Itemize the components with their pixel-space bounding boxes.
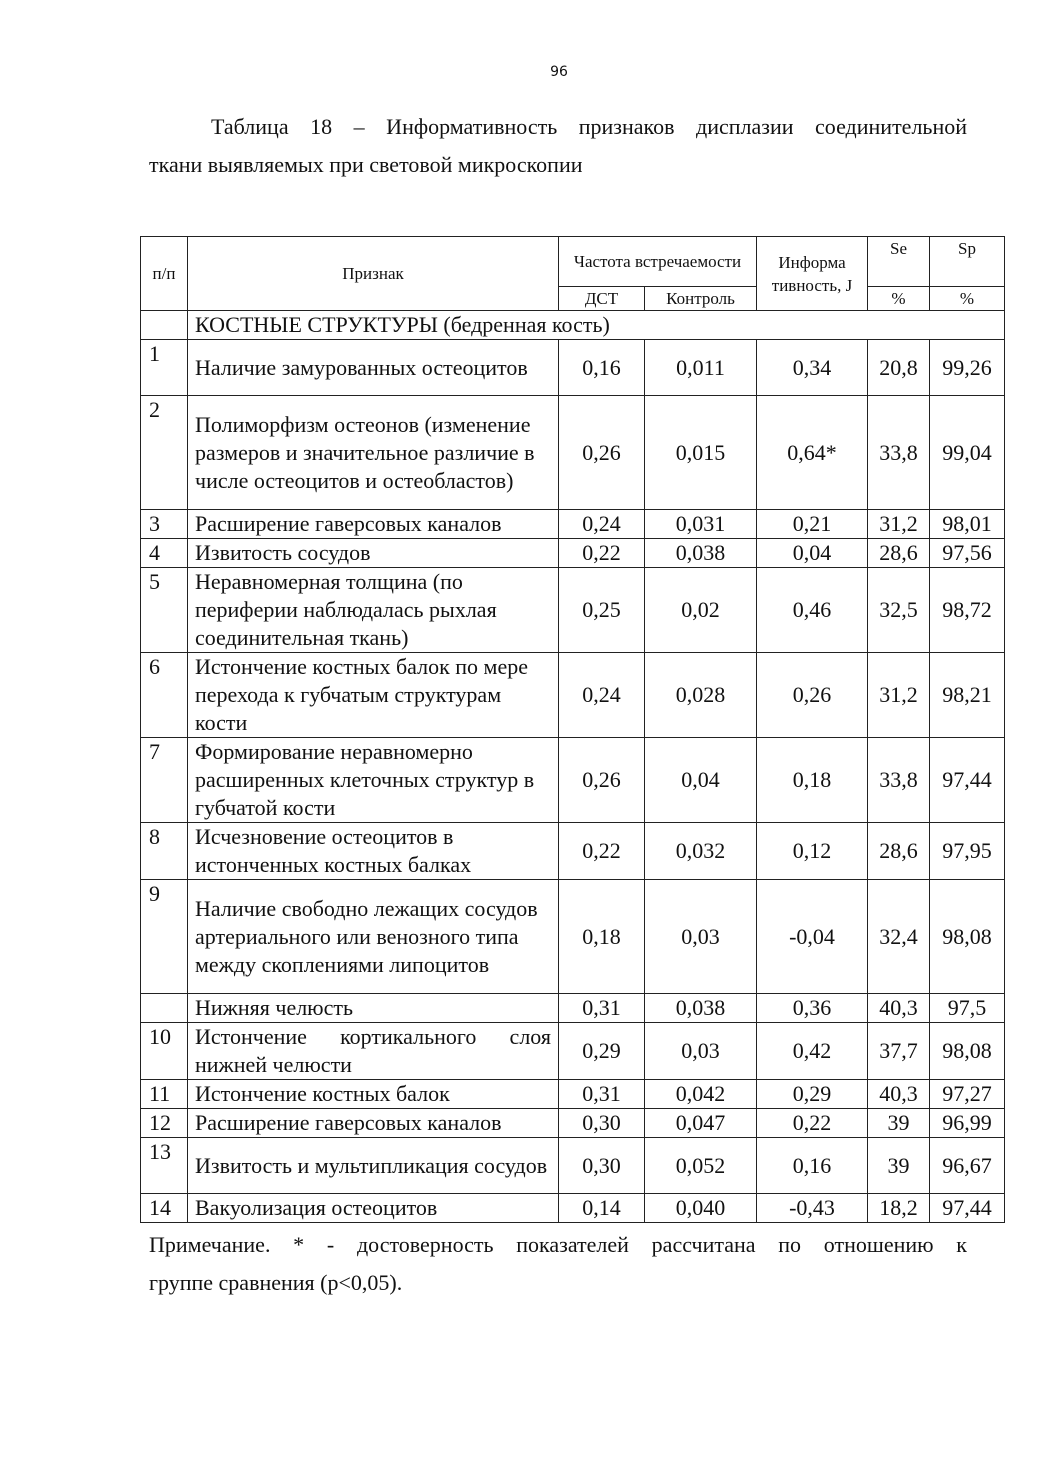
row-control: 0,047	[645, 1109, 757, 1138]
row-feature: Наличие свободно лежащих сосудов артериального или венозного типа между скоплениями липоцитов	[188, 880, 559, 994]
row-dst: 0,26	[559, 396, 645, 510]
table-caption	[149, 108, 967, 184]
row-sp: 98,08	[930, 880, 1005, 994]
header-frequency: Частота встречаемости	[559, 237, 757, 287]
row-sp: 99,26	[930, 340, 1005, 396]
row-informativity: 0,12	[757, 823, 868, 880]
row-dst: 0,31	[559, 1080, 645, 1109]
row-sp: 97,95	[930, 823, 1005, 880]
row-dst: 0,24	[559, 510, 645, 539]
row-sp: 97,5	[930, 994, 1005, 1023]
row-se: 31,2	[868, 653, 930, 738]
row-number: 8	[141, 823, 188, 880]
row-se: 40,3	[868, 994, 930, 1023]
table-row	[141, 653, 1005, 738]
page-number: 96	[550, 64, 568, 80]
row-sp: 98,01	[930, 510, 1005, 539]
row-dst: 0,16	[559, 340, 645, 396]
row-feature: Извитость сосудов	[188, 539, 559, 568]
row-dst: 0,31	[559, 994, 645, 1023]
row-control: 0,042	[645, 1080, 757, 1109]
row-sp: 96,67	[930, 1138, 1005, 1194]
header-num: п/п	[141, 237, 188, 311]
table-row	[141, 539, 1005, 568]
row-number: 14	[141, 1194, 188, 1223]
row-dst: 0,30	[559, 1109, 645, 1138]
row-dst: 0,25	[559, 568, 645, 653]
row-dst: 0,30	[559, 1138, 645, 1194]
row-feature: Нижняя челюсть	[188, 994, 559, 1023]
row-dst: 0,26	[559, 738, 645, 823]
header-informativity: Информа тивность, J	[757, 237, 868, 311]
table-row	[141, 1023, 1005, 1080]
row-se: 33,8	[868, 396, 930, 510]
row-feature: Истончение костных балок по мере перехода к губчатым структурам кости	[188, 653, 559, 738]
row-se: 32,5	[868, 568, 930, 653]
row-number: 6	[141, 653, 188, 738]
table-row	[141, 1194, 1005, 1223]
header-sp-unit: %	[930, 287, 1005, 311]
row-sp: 98,21	[930, 653, 1005, 738]
row-informativity: 0,42	[757, 1023, 868, 1080]
row-control: 0,038	[645, 994, 757, 1023]
row-sp: 97,56	[930, 539, 1005, 568]
row-se: 39	[868, 1138, 930, 1194]
row-number: 2	[141, 396, 188, 510]
row-informativity: -0,43	[757, 1194, 868, 1223]
row-control: 0,032	[645, 823, 757, 880]
row-number: 10	[141, 1023, 188, 1080]
table-row	[141, 510, 1005, 539]
row-number: 7	[141, 738, 188, 823]
row-informativity: 0,26	[757, 653, 868, 738]
row-control: 0,03	[645, 880, 757, 994]
row-dst: 0,22	[559, 823, 645, 880]
section-title-bone: КОСТНЫЕ СТРУКТУРЫ (бедренная кость)	[188, 311, 1005, 340]
table-row	[141, 396, 1005, 510]
header-se: Se	[868, 237, 930, 287]
row-dst: 0,22	[559, 539, 645, 568]
row-feature: Истончение костных балок	[188, 1080, 559, 1109]
row-sp: 99,04	[930, 396, 1005, 510]
row-informativity: 0,34	[757, 340, 868, 396]
note-line-2: группе сравнения (р<0,05).	[149, 1270, 403, 1295]
row-informativity: 0,64*	[757, 396, 868, 510]
row-number: 1	[141, 340, 188, 396]
row-control: 0,02	[645, 568, 757, 653]
row-sp: 97,27	[930, 1080, 1005, 1109]
row-se: 31,2	[868, 510, 930, 539]
table-row	[141, 1138, 1005, 1194]
row-dst: 0,18	[559, 880, 645, 994]
row-control: 0,052	[645, 1138, 757, 1194]
section-row-bone	[141, 311, 1005, 340]
row-sp: 97,44	[930, 738, 1005, 823]
row-informativity: 0,04	[757, 539, 868, 568]
row-control: 0,040	[645, 1194, 757, 1223]
row-informativity: 0,29	[757, 1080, 868, 1109]
row-feature: Исчезновение остеоцитов в истонченных костных балках	[188, 823, 559, 880]
row-number: 11	[141, 1080, 188, 1109]
header-dst: ДСТ	[559, 287, 645, 311]
row-sp: 97,44	[930, 1194, 1005, 1223]
caption-line-1: Таблица 18 – Информативность признаков дисплазии соединительной	[211, 114, 967, 139]
row-dst: 0,29	[559, 1023, 645, 1080]
header-se-unit: %	[868, 287, 930, 311]
row-informativity: 0,21	[757, 510, 868, 539]
row-informativity: 0,36	[757, 994, 868, 1023]
row-feature: Извитость и мультипликация сосудов	[188, 1138, 559, 1194]
table-row	[141, 738, 1005, 823]
table-note	[149, 1226, 967, 1302]
row-feature: Истончение кортикального слоя нижней челюсти	[188, 1023, 559, 1080]
row-se: 37,7	[868, 1023, 930, 1080]
table-row	[141, 568, 1005, 653]
row-feature: Неравномерная толщина (по периферии наблюдалась рыхлая соединительная ткань)	[188, 568, 559, 653]
header-feature: Признак	[188, 237, 559, 311]
row-number: 4	[141, 539, 188, 568]
row-se: 28,6	[868, 823, 930, 880]
table-row	[141, 340, 1005, 396]
row-feature: Расширение гаверсовых каналов	[188, 510, 559, 539]
header-sp: Sp	[930, 237, 1005, 287]
note-line-1: Примечание. * - достоверность показателей рассчитана по отношению к	[149, 1232, 967, 1257]
row-control: 0,028	[645, 653, 757, 738]
row-dst: 0,14	[559, 1194, 645, 1223]
table-row	[141, 880, 1005, 994]
caption-line-2: ткани выявляемых при световой микроскопии	[149, 152, 583, 177]
row-number: 12	[141, 1109, 188, 1138]
row-number: 13	[141, 1138, 188, 1194]
row-feature: Расширение гаверсовых каналов	[188, 1109, 559, 1138]
table-row	[141, 823, 1005, 880]
row-control: 0,038	[645, 539, 757, 568]
row-control: 0,031	[645, 510, 757, 539]
table-row	[141, 994, 1005, 1023]
row-se: 28,6	[868, 539, 930, 568]
row-number	[141, 994, 188, 1023]
row-informativity: -0,04	[757, 880, 868, 994]
row-control: 0,04	[645, 738, 757, 823]
row-se: 39	[868, 1109, 930, 1138]
row-feature: Наличие замурованных остеоцитов	[188, 340, 559, 396]
row-informativity: 0,16	[757, 1138, 868, 1194]
row-se: 20,8	[868, 340, 930, 396]
row-se: 40,3	[868, 1080, 930, 1109]
row-se: 32,4	[868, 880, 930, 994]
row-dst: 0,24	[559, 653, 645, 738]
row-se: 33,8	[868, 738, 930, 823]
table-row	[141, 1080, 1005, 1109]
row-feature: Полиморфизм остеонов (изменение размеров и значительное различие в числе остеоцитов и остеобластов)	[188, 396, 559, 510]
row-control: 0,03	[645, 1023, 757, 1080]
row-se: 18,2	[868, 1194, 930, 1223]
row-number: 9	[141, 880, 188, 994]
row-informativity: 0,22	[757, 1109, 868, 1138]
row-control: 0,015	[645, 396, 757, 510]
data-table	[140, 236, 1005, 1223]
row-number: 3	[141, 510, 188, 539]
table-row	[141, 1109, 1005, 1138]
row-informativity: 0,18	[757, 738, 868, 823]
row-control: 0,011	[645, 340, 757, 396]
row-sp: 98,72	[930, 568, 1005, 653]
row-number: 5	[141, 568, 188, 653]
row-feature: Формирование неравномерно расширенных клеточных структур в губчатой кости	[188, 738, 559, 823]
row-feature: Вакуолизация остеоцитов	[188, 1194, 559, 1223]
row-sp: 98,08	[930, 1023, 1005, 1080]
row-informativity: 0,46	[757, 568, 868, 653]
row-sp: 96,99	[930, 1109, 1005, 1138]
header-control: Контроль	[645, 287, 757, 311]
